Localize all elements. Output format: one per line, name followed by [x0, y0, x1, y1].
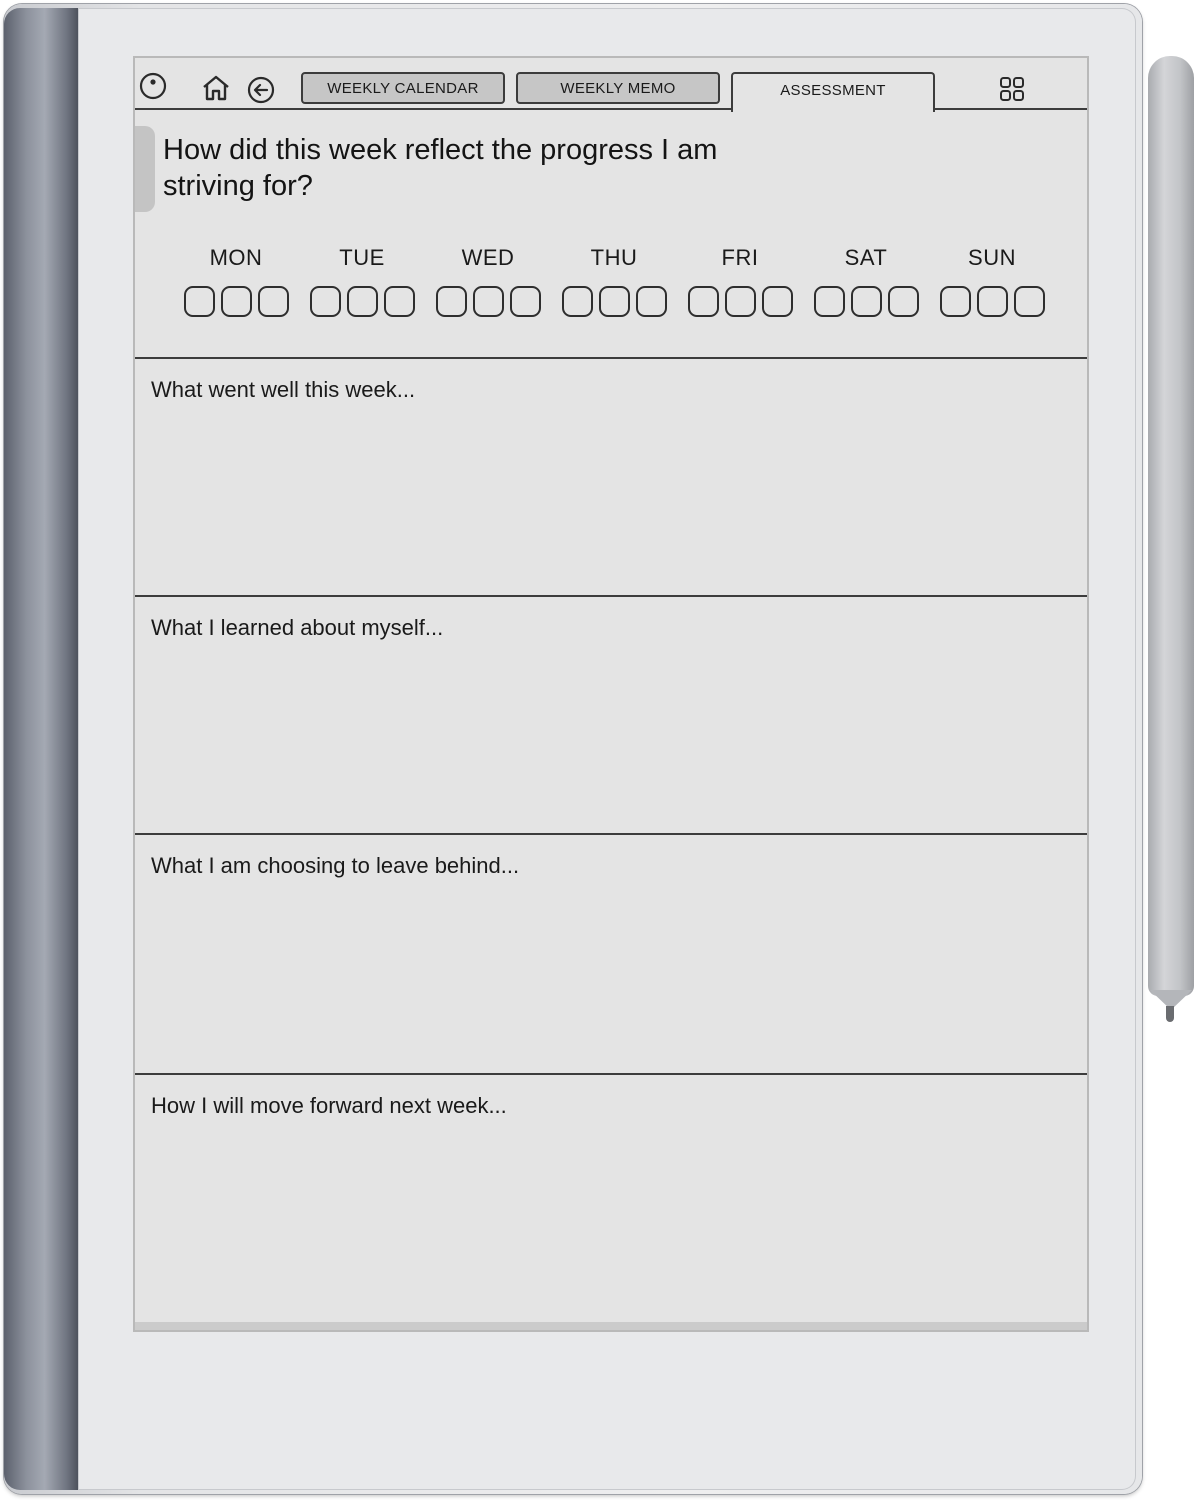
- section-label: How I will move forward next week...: [151, 1093, 507, 1118]
- checkbox[interactable]: [562, 286, 593, 317]
- question-line-2: striving for?: [163, 170, 313, 202]
- checkbox[interactable]: [636, 286, 667, 317]
- checkbox[interactable]: [851, 286, 882, 317]
- checkbox[interactable]: [436, 286, 467, 317]
- day-label: FRI: [721, 245, 759, 270]
- toolbar-divider-left: [135, 108, 731, 110]
- checkbox[interactable]: [762, 286, 793, 317]
- back-arrow-icon[interactable]: [247, 76, 275, 104]
- stylus-tip: [1166, 1006, 1174, 1022]
- day-label: SAT: [844, 245, 888, 270]
- reflection-question: [163, 132, 863, 204]
- checkbox[interactable]: [688, 286, 719, 317]
- checkbox[interactable]: [184, 286, 215, 317]
- day-column-sun: [937, 240, 1047, 320]
- section-learned[interactable]: [135, 595, 1087, 833]
- toolbar: [135, 58, 1087, 112]
- checkbox[interactable]: [347, 286, 378, 317]
- checkbox[interactable]: [814, 286, 845, 317]
- day-column-thu: [559, 240, 669, 320]
- day-label: WED: [461, 245, 515, 270]
- section-move-forward[interactable]: [135, 1073, 1087, 1322]
- day-tracker: [181, 240, 1061, 320]
- checkbox[interactable]: [977, 286, 1008, 317]
- planner-page: [133, 56, 1089, 1332]
- question-line-1: How did this week reflect the progress I am: [163, 134, 718, 166]
- toolbar-divider-right: [935, 108, 1087, 110]
- checkbox[interactable]: [1014, 286, 1045, 317]
- tab-weekly-memo[interactable]: [516, 72, 720, 104]
- checkbox[interactable]: [599, 286, 630, 317]
- day-label: SUN: [968, 245, 1016, 270]
- checkbox[interactable]: [940, 286, 971, 317]
- tab-assessment[interactable]: [731, 72, 935, 112]
- section-went-well[interactable]: [135, 357, 1087, 595]
- checkbox[interactable]: [310, 286, 341, 317]
- day-column-wed: [433, 240, 543, 320]
- checkbox[interactable]: [473, 286, 504, 317]
- power-icon[interactable]: [139, 72, 167, 100]
- stylus-pen: [1148, 56, 1194, 996]
- section-label: What went well this week...: [151, 377, 416, 402]
- section-label: What I learned about myself...: [151, 615, 444, 640]
- question-marker: [135, 126, 155, 212]
- checkbox[interactable]: [888, 286, 919, 317]
- checkbox[interactable]: [258, 286, 289, 317]
- grid-icon[interactable]: [999, 76, 1025, 102]
- section-leave-behind[interactable]: [135, 833, 1087, 1073]
- tab-weekly-calendar[interactable]: [301, 72, 505, 104]
- section-label: What I am choosing to leave behind...: [151, 853, 520, 878]
- day-column-fri: [685, 240, 795, 320]
- checkbox[interactable]: [725, 286, 756, 317]
- day-label: MON: [209, 245, 263, 270]
- checkbox[interactable]: [221, 286, 252, 317]
- day-label: TUE: [339, 245, 385, 270]
- tablet-spine: [4, 8, 78, 1490]
- screen-bottom-edge: [135, 1322, 1087, 1330]
- day-column-sat: [811, 240, 921, 320]
- day-column-tue: [307, 240, 417, 320]
- tab-assessment-label: ASSESSMENT: [780, 81, 886, 99]
- day-label: THU: [590, 245, 638, 270]
- tab-weekly-calendar-label: WEEKLY CALENDAR: [327, 79, 479, 97]
- home-icon[interactable]: [201, 74, 231, 102]
- day-column-mon: [181, 240, 291, 320]
- checkbox[interactable]: [384, 286, 415, 317]
- checkbox[interactable]: [510, 286, 541, 317]
- tab-weekly-memo-label: WEEKLY MEMO: [560, 79, 676, 97]
